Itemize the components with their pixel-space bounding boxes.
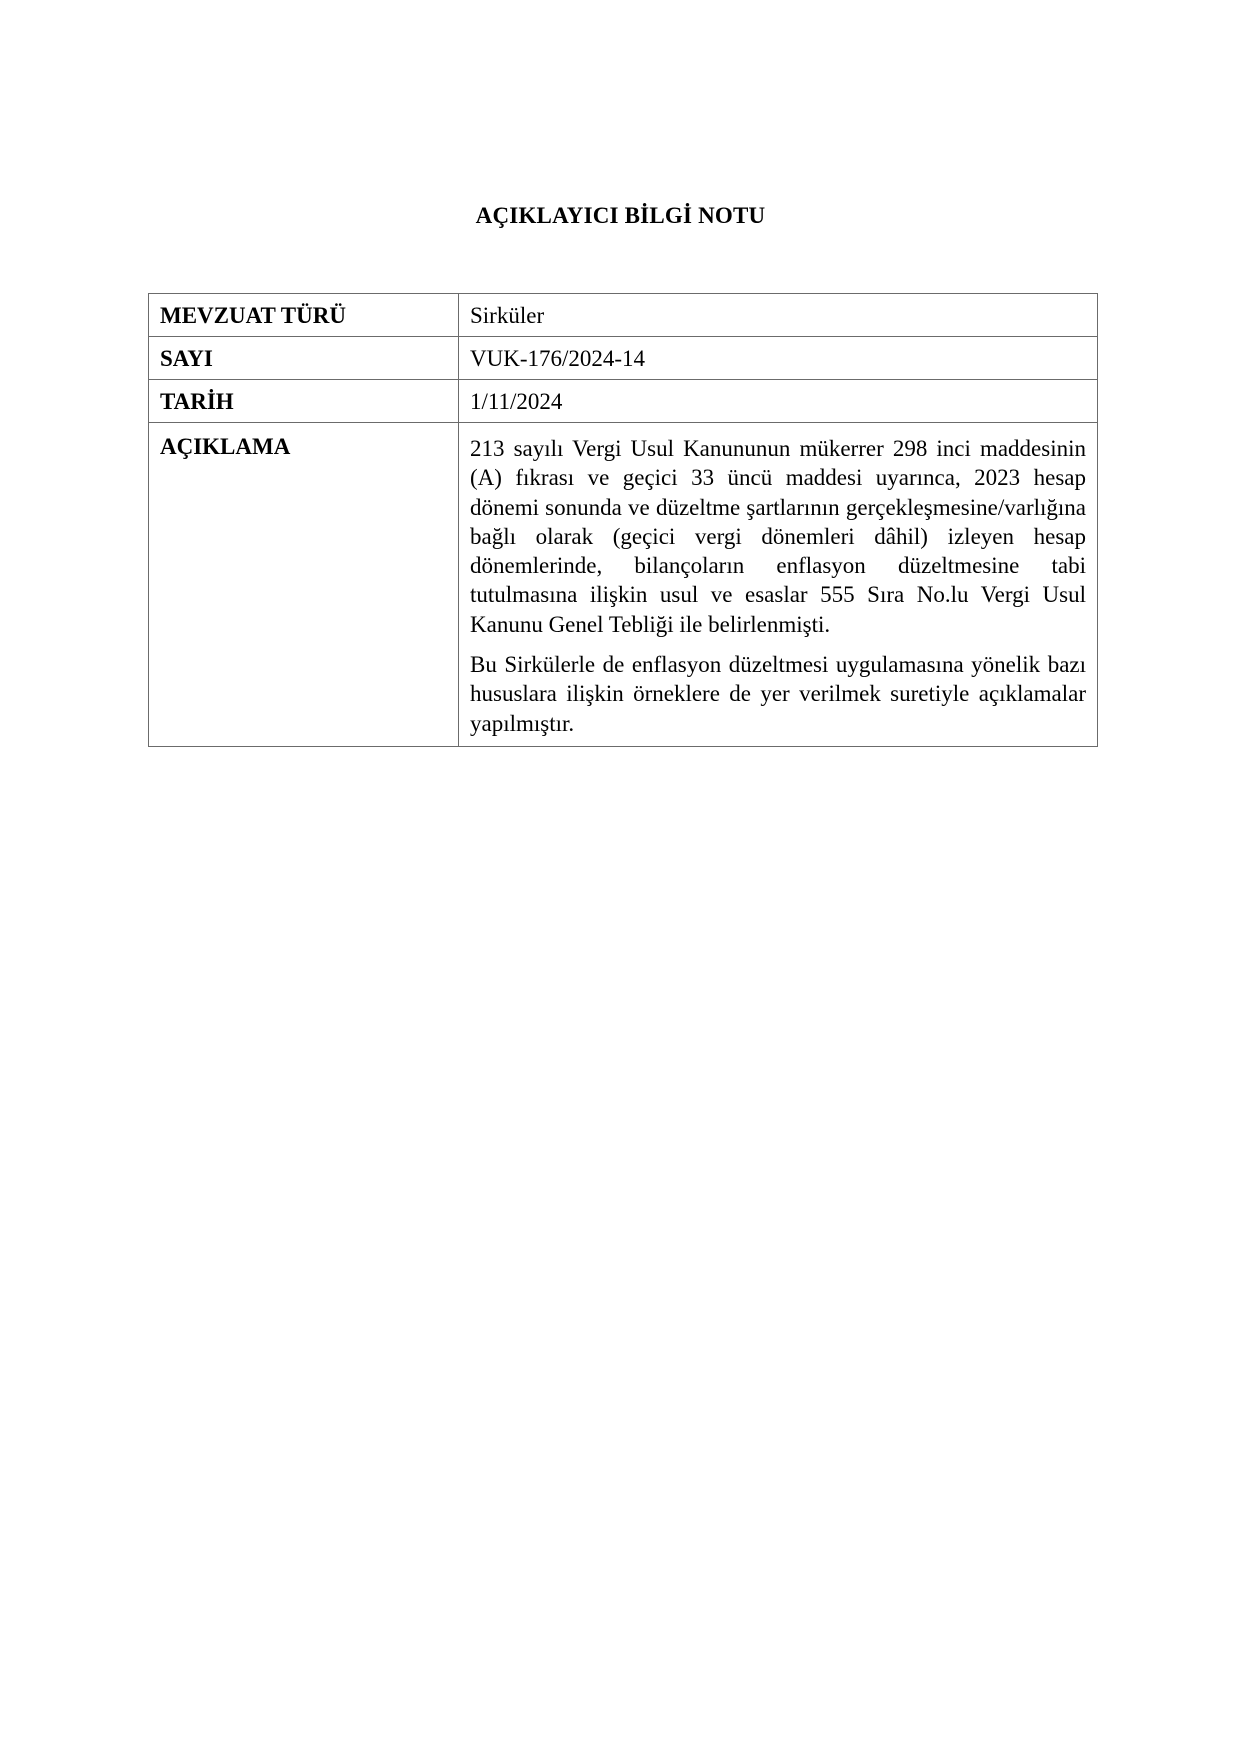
description-paragraph: Bu Sirkülerle de enflasyon düzeltmesi uygulamasına yönelik bazı hususlara ilişkin örneklere de yer verilmek suretiyle açıklamalar yapılmıştır. [470,652,1086,736]
info-table [148,293,1098,747]
table-row [149,337,1098,380]
table-row [149,380,1098,423]
row-label-sayi: SAYI [149,337,459,380]
row-label-mevzuat-turu: MEVZUAT TÜRÜ [149,294,459,337]
table-row [149,294,1098,337]
row-value-sayi: VUK-176/2024-14 [459,337,1098,380]
page-title: AÇIKLAYICI BİLGİ NOTU [475,203,766,228]
table-row [149,423,1098,747]
row-value-mevzuat-turu: Sirküler [459,294,1098,337]
row-label-aciklama: AÇIKLAMA [149,423,459,747]
description-paragraph: 213 sayılı Vergi Usul Kanununun mükerrer 298 inci maddesinin (A) fıkrası ve geçici 33 üncü maddesi uyarınca, 2023 hesap dönemi sonunda ve düzeltme şartlarının gerçekleşmesine/varlığına bağlı olarak (geçici vergi dönemleri dâhil) izleyen hesap dönemlerinde, bilançoların enflasyon düzeltmesine tabi tutulmasına ilişkin usul ve esaslar 555 Sıra No.lu Vergi Usul Kanunu Genel Tebliği ile belirlenmişti. [470,436,1086,637]
row-label-tarih: TARİH [149,380,459,423]
row-value-tarih: 1/11/2024 [459,380,1098,423]
row-value-aciklama [459,423,1098,747]
